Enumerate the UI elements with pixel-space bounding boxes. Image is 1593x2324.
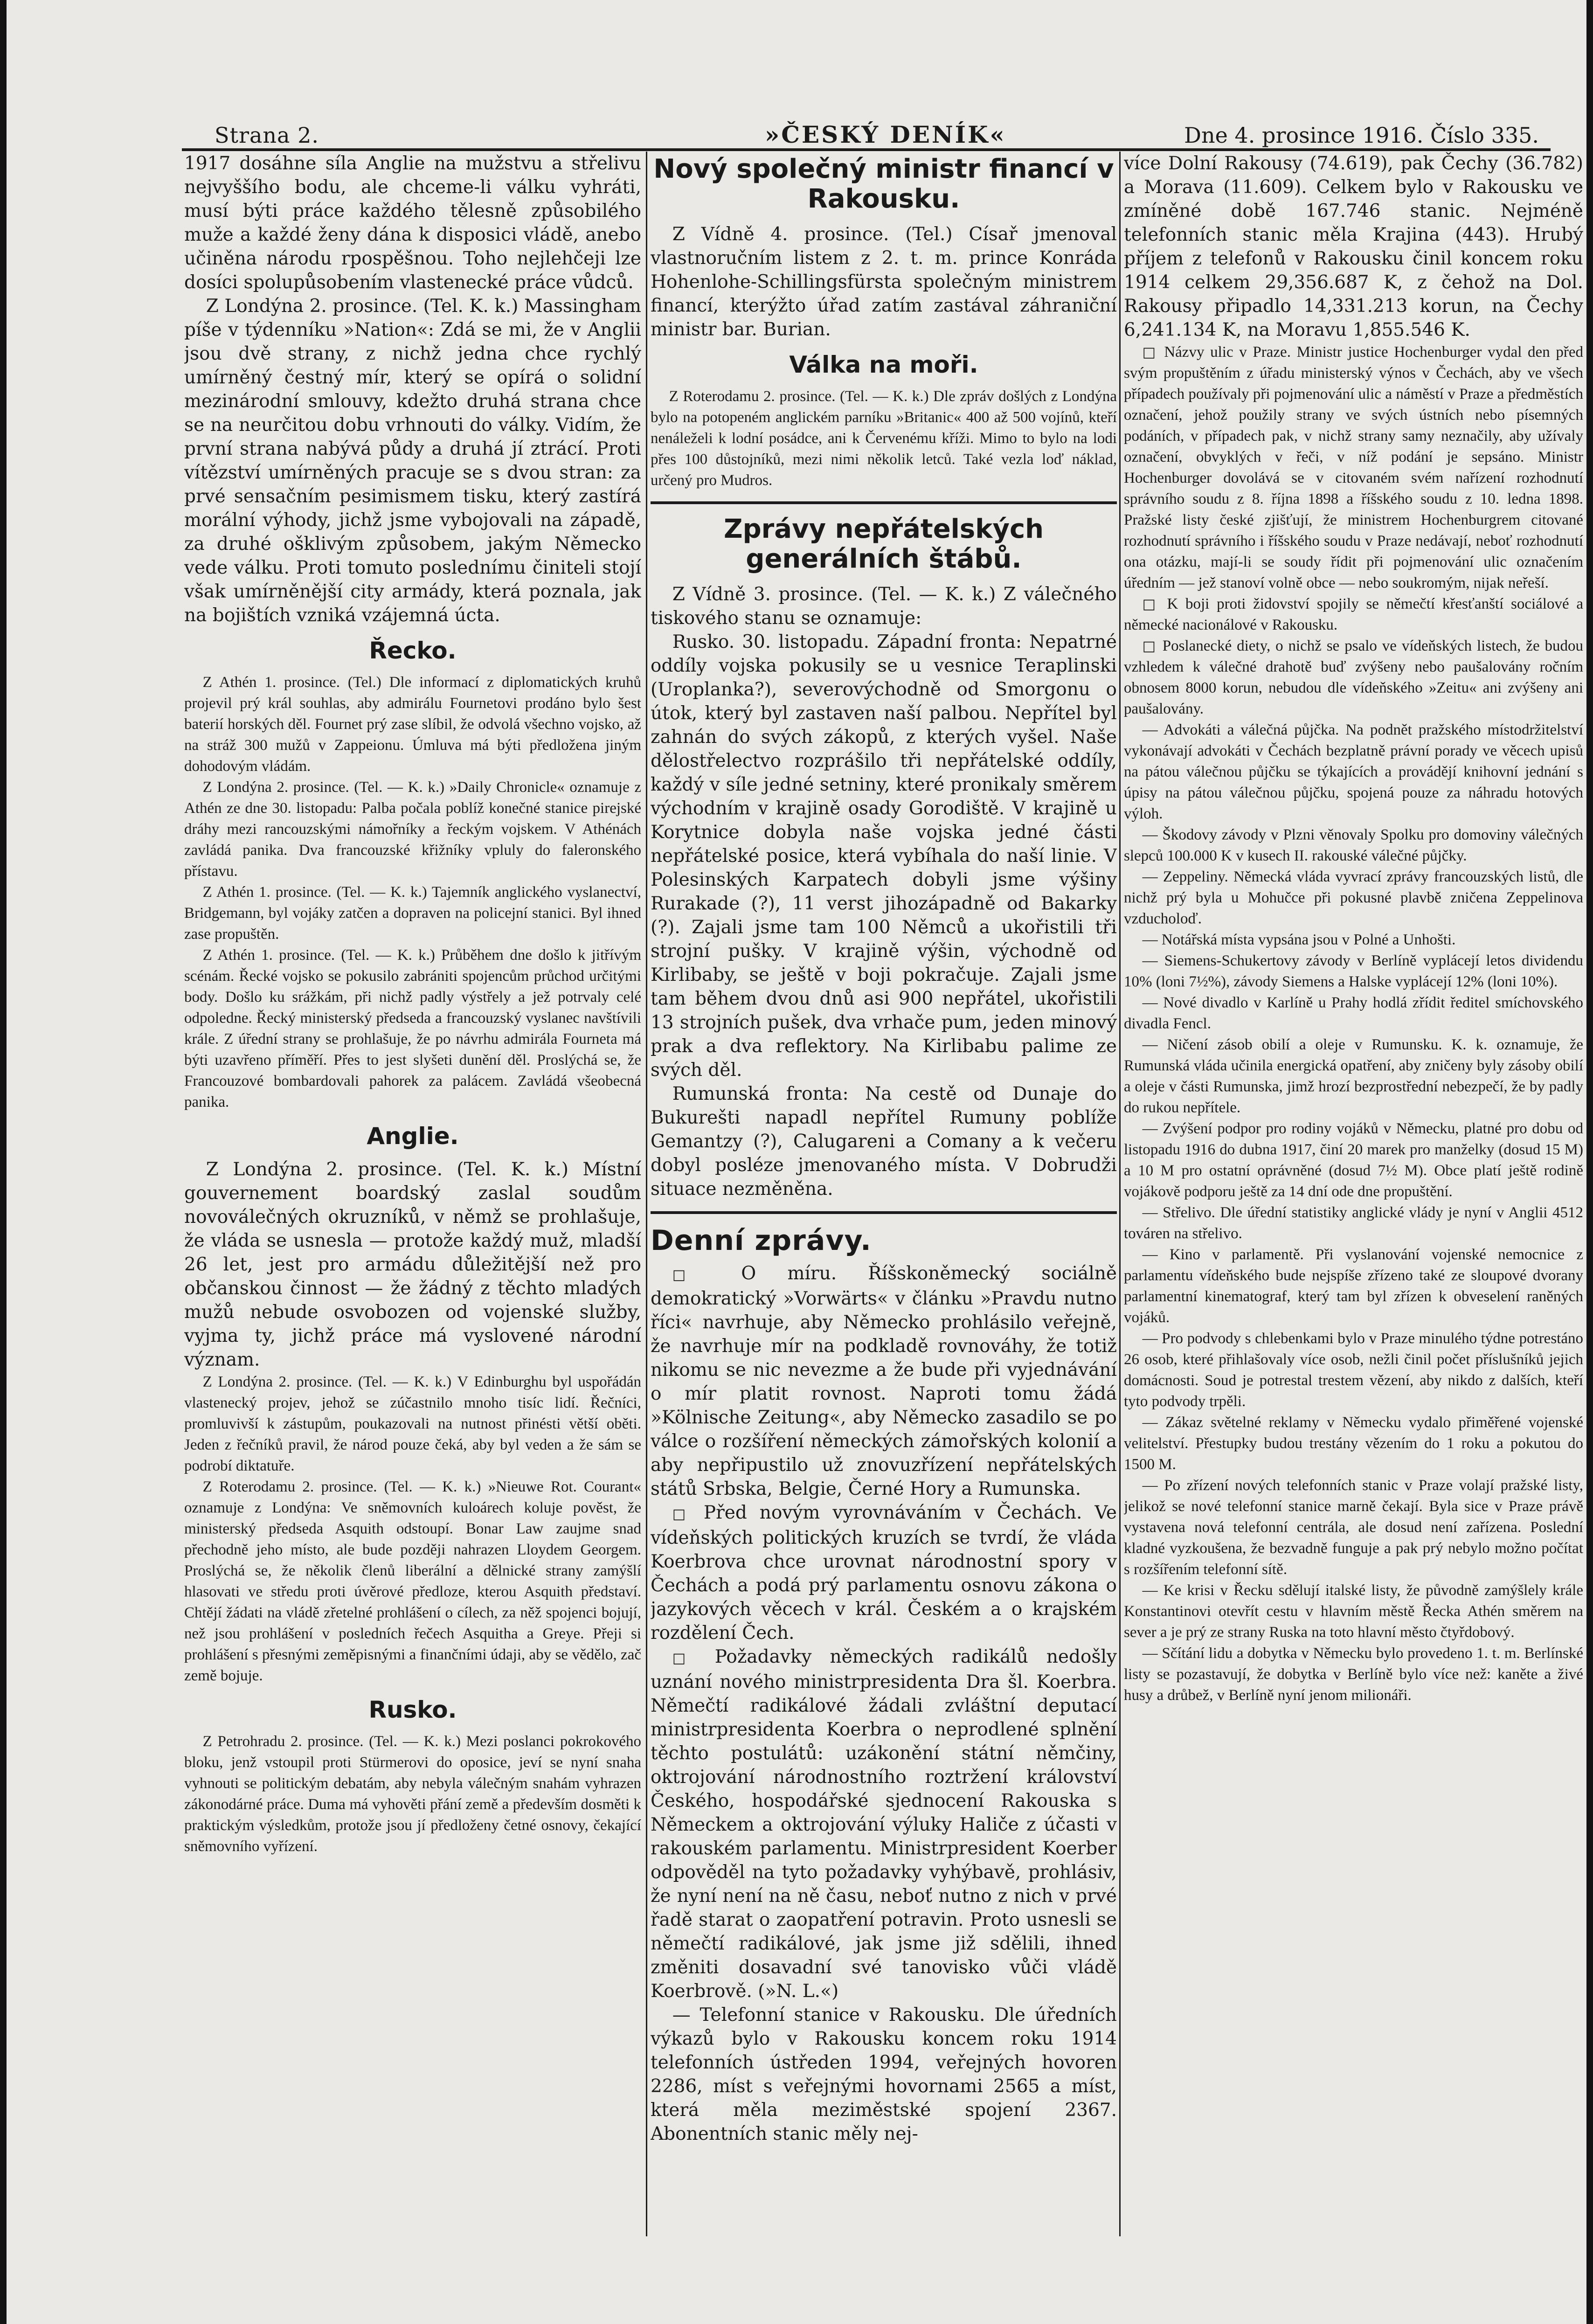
article-text: 1917 dosáhne síla Anglie na mužstvu a střelivu nejvyššího bodu, ale chceme-li válku vyhráti, musí býti práce každého tělesně způsobilého muže a každé ženy dána k disposici vládě, anebo učiněna národu rpospěšnou. Toho nejlehčeji lze dosíci spolupůsobením vlastenecké práce vůdců.	[184, 153, 641, 293]
news-item: — Advokáti a válečná půjčka. Na podnět pražského místodržitelství vykonávají advokáti v Čechách bezplatně právní porady ve věcech upisů na pátou válečnou půjčku se týkajících a provádějí knihovní jednání s úpisy na pátou válečnou půjčku, spojená pouze za náhradu hotových výloh.	[1124, 721, 1583, 822]
news-item: — Siemens-Schukertovy závody v Berlíně vyplácejí letos dividendu 10% (loni 7½%), závody Siemens a Halske vyplácejí 12% (loni 10%).	[1124, 952, 1583, 990]
news-item-text: Před novým vyrovnáváním v Čechách. Ve vídeňských politických kruzích se tvrdí, že vláda Koerbrova chce urovnat národnostní spory v Čechách a podá prý parlamentu osnovu zákona o jazykových věcech v král. Českém a o krajském rozdělení Čech.	[651, 1502, 1117, 1644]
news-item-text: Poslanecké diety, o nichž se psalo ve vídeňských listech, že budou vzhledem k válečné drahotě buď zvýšeny nebo paušalovány ročním obnosem 8000 korun, nebudou dle vídeňského »Zeitu« ani zvýšeny ani paušalovány.	[1124, 638, 1583, 717]
news-item	[651, 1501, 1117, 1645]
news-item-text: Názvy ulic v Praze. Ministr justice Hochenburger vydal den před svým propuštěním z úřadu ministerský výnos v Čechách, aby ve všech případech používaly při pojmenování ulic a náměstí v Praze a předměstích označení, jehož použily strany ve svých ústních nebo písemných podáních, v případech pak, v nichž strany samy neznačily, aby užívaly označení, obvyklých v řeči, v níž podání je sepsáno. Ministr Hochenburger dovolává se v citovaném svém nařízení rozhodnutí správního soudu z 8. října 1898 a říšského soudu z 10. ledna 1898. Pražské listy české zjišťují, že ministrem Hochenburgrem citované rozhodnutí správního i říšského soudu v Praze nedávají, neboť rozhodnutí ona otázku, mají-li se soudy řídit při pojmenování ulic označením úředním — jež stanoví volně obce — nebo soukromým, nijak neřeší.	[1124, 344, 1583, 591]
article-text: Z Vídně 4. prosince. (Tel.) Císař jmenoval vlastnoručním listem z 2. t. m. prince Konráda Hohenlohe-Schillingsfürsta společným ministrem financí, kterýžto úřad zatím zastával záhraniční ministr bar. Burian.	[651, 224, 1117, 340]
column-rule-2	[1119, 152, 1121, 2236]
article-text: Z Vídně 3. prosince. (Tel. — K. k.) Z válečného tiskového stanu se oznamuje:	[651, 584, 1117, 629]
square-bullet-icon: □	[1142, 638, 1163, 654]
news-item: — Ničení zásob obilí a oleje v Rumunsku. K. k. oznamuje, že Rumunská vláda učinila energická opatření, aby zničeny byly zásoby obilí a oleje v části Rumunska, jimž hrozí bezprostřední nebezpečí, že by padly do rukou nepřítele.	[1124, 1036, 1583, 1116]
section-heading: Anglie.	[367, 1123, 459, 1150]
article-text: Z Londýna 2. prosince. (Tel. K. k.) Massingham píše v týdenníku »Nation«: Zdá se mi, že v Anglii jsou dvě strany, z nichž jedna chce rychlý umírněný čestný mír, který se opírá o solidní mezinárodní smlouvy, kdežto druhá strana chce se na neurčitou dobu vrhnouti do války. Vidím, že první strana nabývá půdy a druhá jí ztrácí. Proti vítězství umírněných pracuje se s dvou stran: za prvé sensačním pesimismem tisku, který zastírá morální výhody, jichž jsme vybojovali na západě, za druhé ošklivým způsobem, jakým Německo vede válku. Proti tomuto poslednímu činiteli stojí však umírněnější city armády, která poznala, jak na bojištích vzniká vzájemná úcta.	[184, 296, 641, 626]
news-item	[651, 1262, 1117, 1501]
masthead-title: »ČESKÝ DENÍK«	[765, 121, 1006, 148]
column-rule-1	[646, 152, 647, 2236]
news-item: — Ke krisi v Řecku sdělují italské listy, že původně zamýšlely krále Konstantinovi otevřít cestu v hlavním městě Řecka Athén směrem na sever a je prý ze strany Ruska na toto hlavní město čtyřdobový.	[1124, 1582, 1583, 1641]
square-bullet-icon: □	[672, 1267, 741, 1283]
column-right	[1124, 152, 1583, 2250]
article-text: Z Athén 1. prosince. (Tel.) Dle informací z diplomatických kruhů projevil prý král souhlas, aby admirálu Fournetovi prodáno bylo šest baterií horských děl. Fournet prý zase slíbil, že odvolá všechno vojsko, až na stráž 300 mužů v Zappeionu. Úmluva má býti předložena jiným dohodovým vládám.	[184, 674, 641, 775]
column-middle	[651, 152, 1117, 2250]
news-item: — Sčítání lidu a dobytka v Německu bylo provedeno 1. t. m. Berlínské listy se pozastavují, že dobytka v Berlíně bylo více než: kaněte a živé husy a drůbež, v Berlíně nyní jenom milionáři.	[1124, 1645, 1583, 1704]
news-item: — Telefonní stanice v Rakousku. Dle úředních výkazů bylo v Rakousku koncem roku 1914 telefonních ústředen 1994, veřejných hovoren 2286, míst s veřejnými hovornami 2565 a míst, která měla meziměstské spojení 2367. Abonentních stanic měly nej-	[651, 2005, 1117, 2144]
news-item: — Zeppeliny. Německá vláda vyvrací zprávy francouzských listů, dle nichž prý byla u Mohučce při pokusné plavbě zničena Zeppelinova vzducholoď.	[1124, 868, 1583, 927]
date-issue: Dne 4. prosince 1916. Číslo 335.	[1184, 123, 1539, 148]
news-item: — Zvýšení podpor pro rodiny vojáků v Německu, platné pro dobu od listopadu 1916 do dubna 1917, činí 20 marek pro manželky (dosud 15 M) a 10 M pro ostatní oprávněné (dosud 7½ M). Obce platí ještě rodině vojákově podporu ještě za 14 dní ode dne propuštění.	[1124, 1120, 1583, 1200]
news-item: — Kino v parlamentě. Při vyslanování vojenské nemocnice z parlamentu vídeňského bude nejspíše zřízeno také ze sloupové dvorany parlamentní kinematograf, který tam byl zřízen k obveselení raněných vojáků.	[1124, 1246, 1583, 1326]
headline: Zprávy nepřátelských generálních štábů.	[723, 514, 1044, 574]
news-item: — Notářská místa vypsána jsou v Polné a Unhošti.	[1142, 931, 1456, 948]
news-item	[1124, 342, 1583, 594]
news-item: — Nové divadlo v Karlíně u Prahy hodlá zřídit ředitel smíchovského divadla Fencl.	[1124, 994, 1583, 1032]
page-number: Strana 2.	[215, 123, 319, 148]
news-item-text: O míru. Říšskoněmecký sociálně demokratický »Vorwärts« v článku »Pravdu nutno říci« navrhuje, aby Německo prohlásilo veřejně, že navrhuje mír na podkladě rovnováhy, že totiž nikomu se nic nevezme a že bude při vyjednávání o mír platit rovnost. Naproti tomu žádá »Kölnische Zeitung«, aby Německo zasadilo se po válce o rozšíření německých zámořských kolonií a aby nepřipustilo už znovuzřízení nepřátelských států Srbska, Belgie, Černé Hory a Rumunska.	[651, 1263, 1117, 1499]
news-item	[1124, 594, 1583, 636]
news-item: — Pro podvody s chlebenkami bylo v Praze minulého týdne potrestáno 26 osob, které přihlašovaly více osob, nežli činil počet příslušníků jejich domácnosti. Soud je potrestal trestem vězení, aby nikdo z dalších, kteří tyto podvody trpěli.	[1124, 1330, 1583, 1410]
article-text: Z Athén 1. prosince. (Tel. — K. k.) Průběhem dne došlo k jitřívým scénám. Řecké vojsko se pokusilo zabrániti spojencům průchod určitými body. Došlo ku srážkám, při nichž padly výstřely a jež potrvaly celé odpoledne. Řecký ministerský předseda a francouzský vyslanec navštívili krále. Z úřední strany se prohlašuje, že po návrhu admirála Fourneta má býti uzavřeno příměří. Přes to jest slyšeti dunění děl. Proslýchá se, že Francouzové bombardovali pahorek za palácem. Zavládá všeobecná panika.	[184, 947, 641, 1110]
square-bullet-icon: □	[1142, 344, 1164, 361]
news-item: — Po zřízení nových telefonních stanic v Praze volají pražské listy, jelikož se nové telefonní stanice marně čekají. Byla sice v Praze právě vystavena nová telefonní centrála, ale dosud není zařízena. Poslední kladné vyzkoušena, že bezvadně funguje a pak prý nebylo možno počítat s rozšířením telefonní sítě.	[1124, 1477, 1583, 1578]
news-item-text: K boji proti židovství spojily se němečtí křesťanští sociálové a německé nacionálové v Rakousku.	[1124, 596, 1583, 633]
section-heading: Válka na moři.	[789, 351, 978, 378]
section-heading: Řecko.	[369, 637, 457, 664]
news-item	[1124, 636, 1583, 720]
news-item	[651, 1645, 1117, 2003]
separator	[651, 501, 1117, 504]
section-heading: Rusko.	[368, 1696, 457, 1723]
article-text: Z Petrohradu 2. prosince. (Tel. — K. k.) Mezi poslanci pokrokového bloku, jenž vstoupil proti Stürmerovi do oposice, jeví se nyní snaha vyhnouti se politickým debatám, aby nebyla válečným snahám vyhrazen zákonodárné práce. Duma má vyhověti přání země a především dosměti k praktickým výsledkům, protože jsou jí předloženy četné osnovy, čekající sněmovního vyřízení.	[184, 1733, 641, 1855]
square-bullet-icon: □	[672, 1506, 704, 1522]
article-text: Z Roterodamu 2. prosince. (Tel. — K. k.) Dle zpráv došlých z Londýna bylo na potopeném anglickém parníku »Britanic« 400 až 500 vojínů, kteří nenáleželi k lodní posádce, ani k Červenému kříži. Mimo to bylo na lodi přes 100 důstojníků, mezi nimi několik letců. Také vezla loď náklad, určený pro Mudros.	[651, 388, 1117, 489]
news-item-text: Požadavky německých radikálů nedošly uznání nového ministrpresidenta Dra šl. Koerbra. Němečtí radikálové žádali zvláštní deputací ministrpresidenta Koerbra o neprodlené splnění těchto postulátů: uzákonění státní němčiny, oktrojování národnostního roztržení království Českého, hospodářské sjednocení Rakouska s Německem a oktrojování výluky Haliče z účasti v rakouském parlamentu. Ministrpresident Koerber odpověděl na tyto požadavky vyhýbavě, prohlásiv, že nyní není na ně času, neboť nutno z nich v prvé řadě starat o zaopatření potravin. Proto usnesli se němečtí radikálové, jak jsme již sdělili, ihned změniti dosavadní své tanovisko vůči vládě Koerbrově. (»N. L.«)	[651, 1646, 1117, 2002]
article-text: Z Londýna 2. prosince. (Tel. — K. k.) »Daily Chronicle« oznamuje z Athén ze dne 30. listopadu: Palba počala poblíž konečné stanice pirejské dráhy mezi rancouzskými námořníky a řeckým vojskem. V Athénách zavládá panika. Dva francouzské křižníky vpluly do faleronského přístavu.	[184, 779, 641, 880]
article-text: Z Athén 1. prosince. (Tel. — K. k.) Tajemník anglického vyslanectví, Bridgemann, byl vojáky zatčen a dopraven na policejní stanici. Byl ihned zase propuštěn.	[184, 884, 641, 943]
article-text: Rusko. 30. listopadu. Západní fronta: Nepatrné oddíly vojska pokusily se u vesnice Teraplinski (Uroplanka?), severovýchodně od Smorgonu o útok, který byl zastaven naší palbou. Nepřítel byl zahnán do svých zákopů, z kterých vyšel. Naše dělostřelectvo rozprášilo tři nepřátelské oddíly, každý v síle jedné setniny, které pronikaly směrem východním v krajině osady Gorodiště. V krajině u Korytnice dobyla naše vojska jedné části nepřátelské posice, která vybíhala do naší linie. V Polesinských Karpatech dobyli jsme výšiny Rurakade (?), 11 verst jihozápadně od Bakarky (?). Zajali jsme tam 100 Němců a ukořistili tři strojní pušky. V krajině výšin, východně od Kirlibaby, se ještě v boji pokračuje. Zajali jsme tam během dvou dnů asi 900 nepřátel, ukořistili 13 strojních pušek, dva vrhače pum, jeden minový prak a dva reflektory. Na Kirlibabu palime ze svých děl.	[651, 631, 1117, 1081]
separator	[651, 1211, 1117, 1214]
column-left	[184, 152, 641, 2250]
article-text: Z Londýna 2. prosince. (Tel. — K. k.) V Edinburghu byl uspořádán vlastenecký projev, jehož se zúčastnilo mnoho tisíc lidí. Řečníci, promluvivší k zástupům, poukazovali na nutnost přinésti větší oběti. Jeden z řečníků pravil, že národ pouze čeká, aby byl veden a že sám se podrobí diktatuře.	[184, 1374, 641, 1474]
article-text: Z Londýna 2. prosince. (Tel. K. k.) Místní gouvernement boardský zaslal soudům novoválečných okruzníků, v němž se prohlašuje, že vláda se usnesla — protože každý muž, mladší 26 let, jest pro armádu důležitější než pro občanskou činnost — že žádný z těchto mladých mužů nebude osvobozen od vojenské služby, vyjma ty, jichž práce má vyslovené národní význam.	[184, 1159, 641, 1370]
square-bullet-icon: □	[672, 1650, 715, 1666]
news-item: — Škodovy závody v Plzni věnovaly Spolku pro domoviny válečných slepců 100.000 K v kusech II. rakouské válečné půjčky.	[1124, 826, 1583, 864]
news-item: — Zákaz světelné reklamy v Německu vydalo přiměřené vojenské velitelství. Přestupky budou trestány vězením do 1 roku a pokutou do 1500 M.	[1124, 1414, 1583, 1473]
article-text: Rumunská fronta: Na cestě od Dunaje do Bukurešti napadl nepřítel Rumuny poblíže Gemantzy (?), Calugareni a Comany a k večeru dobyl posléze jmenovaného místa. V Dobrudži situace nezměněna.	[651, 1083, 1117, 1200]
header-rule	[182, 148, 1551, 151]
article-text: více Dolní Rakousy (74.619), pak Čechy (36.782) a Morava (11.609). Celkem bylo v Rakousku ve zmíněné době 167.746 stanic. Nejméně telefonních stanic měla Krajina (443). Hrubý příjem z telefonů v Rakousku činil koncem roku 1914 celkem 29,356.687 K, z čehož na Dol. Rakousy připadlo 14,331.213 korun, na Čechy 6,241.134 K, na Moravu 1,855.546 K.	[1124, 153, 1583, 340]
news-item: — Střelivo. Dle úřední statistiky anglické vlády je nyní v Anglii 4512 továren na střelivo.	[1124, 1204, 1583, 1242]
square-bullet-icon: □	[1142, 596, 1167, 612]
headline: Nový společný ministr financí v Rakousku.	[653, 154, 1114, 214]
article-text: Z Roterodamu 2. prosince. (Tel. — K. k.) »Nieuwe Rot. Courant« oznamuje z Londýna: Ve sněmovních kuloárech koluje pověst, že ministerský předseda Asquith odstoupí. Bonar Law zaujme snad přechodně jeho místo, ale bude později nahrazen Lloydem Georgem. Proslýchá se, že několik členů liberální a dělnické strany zamýšlí hlasovati ve středu proti úvěrové předloze, kterou Asquith představí. Chtějí žádati na vládě zřetelné prohlášení o cílech, za něž spojenci bojují, než jsou prohlášení v posledních řečech Asquitha a Greye. Přeji si prohlášení s přesnými zeměpisnými a finančními údaji, aby se vědělo, zač země bojuje.	[184, 1478, 641, 1684]
section-heading: Denní zprávy.	[651, 1224, 872, 1257]
